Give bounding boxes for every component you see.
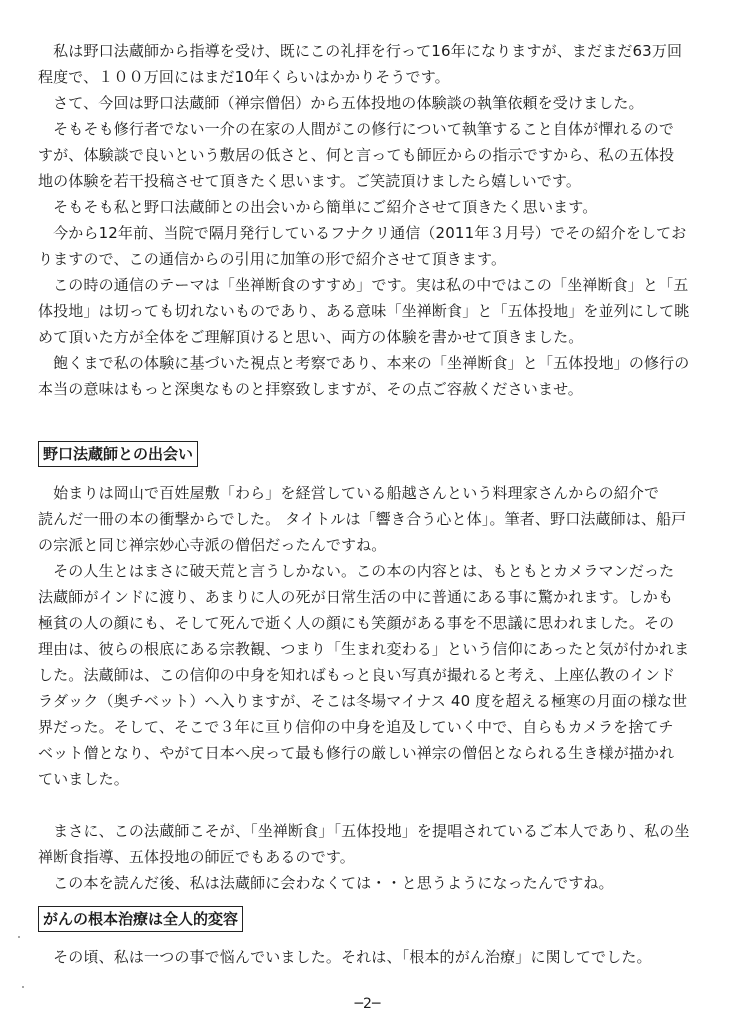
text-line: めて頂いた方が全体をご理解頂けると思い、両方の体験を書かせて頂きました。 [38, 328, 584, 346]
text-line: 始まりは岡山で百姓屋敷「わら」を経営している船越さんという料理家さんからの紹介で [38, 484, 660, 502]
section2-paragraph-1 [38, 944, 698, 970]
scan-speck [22, 986, 24, 988]
text-line: 私は野口法蔵師から指導を受け、既にこの礼拝を行って16年になりますが、まだまだ63万回 [38, 42, 683, 60]
text-line: 体投地」は切っても切れないものであり、ある意味「坐禅断食」と「五体投地」を並列にして眺 [38, 302, 690, 320]
text-line: 極貧の人の顔にも、そして死んで逝く人の顔にも笑顔がある事を不思議に思われました。その [38, 614, 675, 632]
section1-paragraph-3 [38, 818, 698, 870]
text-line: した。法蔵師は、この信仰の中身を知ればもっと良い写真が撮れると考え、上座仏教のインド [38, 666, 676, 684]
section-heading-meeting: 野口法蔵師との出会い [38, 441, 198, 467]
text-line: その人生とはまさに破天荒と言うしかない。この本の内容とは、もともとカメラマンだった [38, 562, 675, 580]
intro-paragraph-6 [38, 272, 698, 350]
text-line: 読んだ一冊の本の衝撃からでした。 タイトルは「響き合う心と体」。筆者、野口法蔵師は、船戸 [38, 510, 687, 528]
text-line: 程度で、１００万回にはまだ10年くらいはかかりそうです。 [38, 68, 450, 86]
section1-paragraph-2 [38, 558, 698, 792]
text-line: 理由は、彼らの根底にある宗教観、つまり「生まれ変わる」という信仰にあったと気が付かれま [38, 640, 690, 658]
text-line: りますので、この通信からの引用に加筆の形で紹介させて頂きます。 [38, 250, 507, 268]
section1-paragraph-4 [38, 870, 698, 896]
text-line: 本当の意味はもっと深奥なものと拝察致しますが、その点ご容赦くださいませ。 [38, 380, 583, 398]
text-line: 界だった。そして、そこで３年に亘り信仰の中身を追及していく中で、自らもカメラを捨てチ [38, 718, 674, 736]
text-line: そもそも修行者でない一介の在家の人間がこの修行について執筆すること自体が憚れるので [38, 120, 675, 138]
text-line: この時の通信のテーマは「坐禅断食のすすめ」です。実は私の中ではこの「坐禅断食」と「五 [38, 276, 689, 294]
intro-paragraph-3 [38, 116, 698, 194]
text-line: の宗派と同じ禅宗妙心寺派の僧侶だったんですね。 [38, 536, 387, 554]
section1-paragraph-1 [38, 480, 698, 558]
page-number: ─2─ [354, 996, 381, 1012]
text-line: すが、体験談で良いという敷居の低さと、何と言っても師匠からの指示ですから、私の五体投 [38, 146, 675, 164]
text-line: ラダック（奥チベット）へ入りますが、そこは冬場マイナス 40 度を超える極寒の月面の様な世 [38, 692, 688, 710]
text-line: その頃、私は一つの事で悩んでいました。それは、「根本的がん治療」に関してでした。 [38, 948, 652, 966]
intro-paragraph-5 [38, 220, 698, 272]
text-line: この本を読んだ後、私は法蔵師に会わなくては・・と思うようになったんですね。 [38, 874, 614, 892]
text-line: さて、今回は野口法蔵師（禅宗僧侶）から五体投地の体験談の執筆依頼を受けました。 [38, 94, 644, 112]
text-line: 地の体験を若干投稿させて頂きたく思います。ご笑読頂けましたら嬉しいです。 [38, 172, 582, 190]
scan-speck [18, 936, 20, 938]
text-line: 法蔵師がインドに渡り、あまりに人の死が日常生活の中に普通にある事に驚かれます。しかも [38, 588, 674, 606]
text-line: ていました。 [38, 770, 129, 788]
text-line: ベット僧となり、やがて日本へ戻って最も修行の厳しい禅宗の僧侶となられる生き様が描かれ [38, 744, 675, 762]
text-line: 今から12年前、当院で隔月発行しているフナクリ通信（2011年３月号）でその紹介をしてお [38, 224, 687, 242]
intro-paragraph-1 [38, 38, 698, 90]
intro-paragraph-4 [38, 194, 698, 220]
section-heading-cancer-treatment: がんの根本治療は全人的変容 [38, 906, 243, 932]
intro-paragraph-7 [38, 350, 698, 402]
text-line: まさに、この法蔵師こそが、「坐禅断食」「五体投地」を提唱されているご本人であり、私の坐 [38, 822, 690, 840]
text-line: そもそも私と野口法蔵師との出会いから簡単にご紹介させて頂きたく思います。 [38, 198, 598, 216]
intro-paragraph-2 [38, 90, 698, 116]
text-line: 禅断食指導、五体投地の師匠でもあるのです。 [38, 848, 355, 866]
text-line: 飽くまで私の体験に基づいた視点と考察であり、本来の「坐禅断食」と「五体投地」の修行の [38, 354, 690, 372]
